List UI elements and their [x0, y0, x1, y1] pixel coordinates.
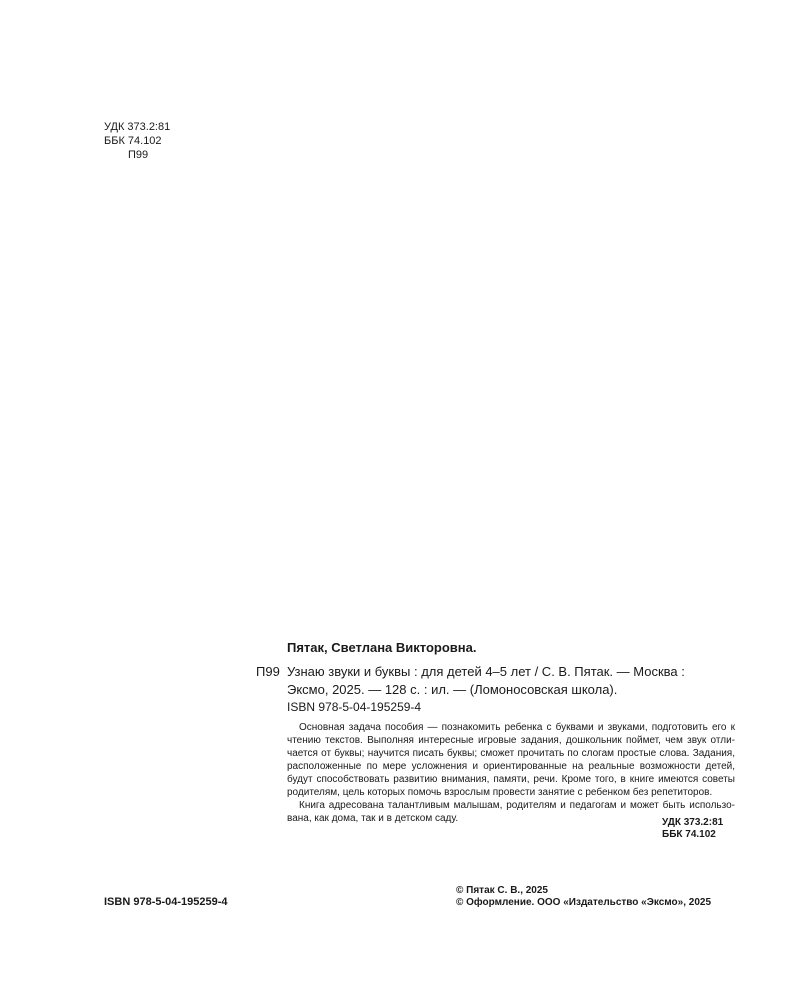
annotation-line: вана, как дома, так и в детском саду.	[287, 813, 459, 824]
isbn-footer: ISBN 978-5-04-195259-4	[104, 896, 228, 908]
classification-bottom	[600, 817, 735, 841]
annotation-line: Основная задача пособия — познакомить ребенка с буквами и звуками, подготовить его к	[299, 722, 735, 733]
biblio-line: Узнаю звуки и буквы : для детей 4–5 лет / С. В. Пятак. — Москва :	[287, 664, 685, 679]
annotation-line: чается от буквы; научится писать буквы; сможет прочитать по слогам простые слова. Задания,	[287, 748, 735, 759]
annotation-line: расположенные по мере усложнения и ориентированные на реальные возможности детей,	[287, 761, 735, 772]
copyright-author: © Пятак С. В., 2025	[456, 885, 548, 896]
udk-code-bottom: УДК 373.2:81	[662, 817, 724, 828]
annotation-line: родителям, цель которых помочь взрослым провести занятие с ребенком без репетиторов.	[287, 787, 713, 798]
author-code: П99	[256, 664, 280, 679]
biblio-line: Эксмо, 2025. — 128 с. : ил. — (Ломоносовская школа).	[287, 682, 618, 697]
isbn-record: ISBN 978-5-04-195259-4	[287, 700, 422, 714]
bibliographic-description	[287, 663, 735, 699]
bbk-code-bottom: ББК 74.102	[662, 829, 716, 840]
annotation-line: будут способствовать развитию внимания, памяти, речи. Кроме того, в книге имеются советы	[287, 774, 735, 785]
classification-top	[104, 120, 170, 162]
copyright-design: © Оформление. ООО «Издательство «Эксмо», 2025	[456, 897, 712, 908]
annotation-line: Книга адресована талантливым малышам, родителям и педагогам и может быть использо-	[299, 800, 735, 811]
annotation-line: чтению текстов. Выполняя интересные игровые задания, дошкольник поймет, чем звук отли-	[287, 735, 735, 746]
author-mark: П99	[128, 149, 149, 161]
copyright-block	[456, 885, 711, 909]
annotation	[287, 721, 735, 825]
author-heading: Пятак, Светлана Викторовна.	[287, 640, 477, 655]
bbk-code: ББК 74.102	[104, 135, 162, 147]
udk-code: УДК 373.2:81	[104, 121, 171, 133]
